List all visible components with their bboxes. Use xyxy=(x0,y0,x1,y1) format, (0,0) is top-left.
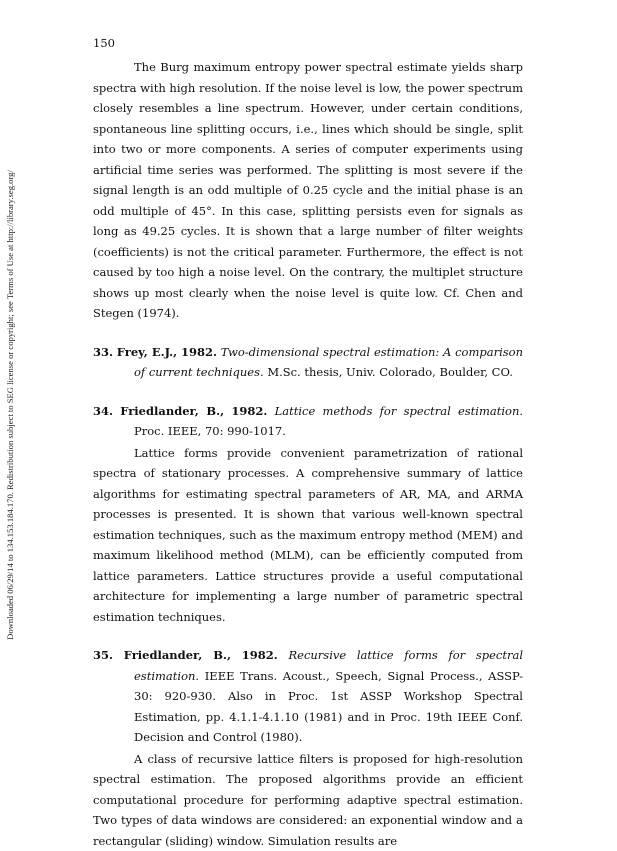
reference-source: IEEE Trans. Acoust., Speech, Signal Process., ASSP-30: 920-930. Also in Proc. 1st ASSP Workshop Spectral Estimation, pp. 4.1.1-4.1.10 (1981) and in Proc. 19th IEEE Conf. Decision and Control (1980). xyxy=(134,669,523,745)
download-notice-text: Downloaded 06/29/14 to 134.153.184.170. Redistribution subject to SEG license or copyright; see Terms of Use at http://library.seg.org/ xyxy=(5,170,15,640)
reference-number: 35. xyxy=(93,648,113,662)
reference-abstract: A class of recursive lattice filters is proposed for high-resolution spectral estimation. The proposed algorithms provide an efficient computational procedure for performing adaptive spectral estimation. Two types of data windows are considered: an exponential window and a rectangular (sliding) window. Simulation results are xyxy=(93,749,523,851)
reference-year: 1982. xyxy=(181,345,217,359)
reference-number: 34. xyxy=(93,404,113,418)
page-body xyxy=(93,57,523,851)
reference-title: Lattice methods for spectral estimation. xyxy=(275,404,523,418)
reference-number: 33. xyxy=(93,345,113,359)
reference-entry-35 xyxy=(93,645,523,851)
reference-title: Two-dimensional spectral estimation: A comparison of current techniques. xyxy=(134,345,523,380)
reference-author: Friedlander, B., xyxy=(124,648,231,662)
reference-year: 1982. xyxy=(231,404,267,418)
reference-source: Proc. IEEE, 70: 990-1017. xyxy=(134,424,286,438)
download-notice xyxy=(0,120,20,690)
reference-abstract: Lattice forms provide convenient parametrization of rational spectra of stationary processes. A comprehensive summary of lattice algorithms for estimating spectral parameters of AR, MA, and ARMA processes is presented. It is shown that various well-known spectral estimation techniques, such as the maximum entropy method (MEM) and maximum likelihood method (MLM), can be efficiently computed from lattice parameters. Lattice structures provide a useful computational architecture for implementing a large number of parametric spectral estimation techniques. xyxy=(93,443,523,628)
reference-author: Frey, E.J., xyxy=(117,345,177,359)
reference-citation xyxy=(93,342,523,383)
reference-title: Recursive lattice forms for spectral estimation. xyxy=(134,648,523,683)
reference-source: M.Sc. thesis, Univ. Colorado, Boulder, CO. xyxy=(267,365,513,379)
page-number: 150 xyxy=(93,36,115,50)
reference-citation xyxy=(93,401,523,442)
reference-citation xyxy=(93,645,523,748)
reference-entry-34 xyxy=(93,401,523,628)
reference-author: Friedlander, B., xyxy=(120,404,224,418)
reference-year: 1982. xyxy=(242,648,278,662)
reference-entry-33 xyxy=(93,342,523,383)
intro-paragraph: The Burg maximum entropy power spectral estimate yields sharp spectra with high resolution. If the noise level is low, the power spectrum closely resembles a line spectrum. However, under certain conditions, spontaneous line splitting occurs, i.e., lines which should be single, split into two or more components. A series of computer experiments using artificial time series was performed. The splitting is most severe if the signal length is an odd multiple of 0.25 cycle and the initial phase is an odd multiple of 45°. In this case, splitting persists even for signals as long as 49.25 cycles. It is shown that a large number of filter weights (coefficients) is not the critical parameter. Furthermore, the effect is not caused by too high a noise level. On the contrary, the multiplet structure shows up most clearly when the noise level is quite low. Cf. Chen and Stegen (1974). xyxy=(93,57,523,324)
